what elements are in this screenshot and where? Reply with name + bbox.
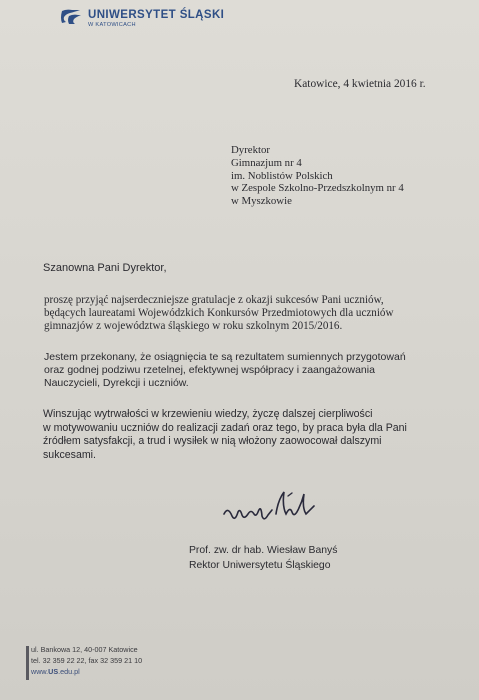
signer-name: Prof. zw. dr hab. Wiesław Banyś: [189, 545, 338, 556]
signer-block: [189, 543, 337, 573]
signer-title: Rektor Uniwersytetu Śląskiego: [189, 560, 331, 571]
paragraph-line: gimnazjów z województwa śląskiego w roku szkolnym 2015/2016.: [44, 319, 343, 332]
addressee-block: [231, 144, 404, 208]
website-prefix: www.: [31, 667, 49, 676]
footer: [31, 644, 142, 677]
addressee-line: w Zespole Szkolno-Przedszkolnym nr 4: [231, 182, 404, 195]
footer-address: ul. Bankowa 12, 40-007 Katowice: [31, 645, 138, 654]
footer-divider: [26, 646, 29, 680]
body-paragraph-3: [43, 408, 407, 462]
salutation: Szanowna Pani Dyrektor,: [43, 262, 167, 274]
addressee-line: w Myszkowie: [231, 195, 292, 208]
letterhead: [60, 9, 224, 29]
letterhead-text: [88, 9, 224, 29]
body-paragraph-1: [44, 294, 393, 332]
website-suffix: .edu.pl: [58, 667, 80, 676]
date-line: Katowice, 4 kwietnia 2016 r.: [294, 78, 426, 90]
university-city: W KATOWICACH: [88, 22, 136, 28]
paragraph-line: oraz godnej podziwu rzetelnej, efektywnej współpracy i zaangażowania: [44, 363, 375, 376]
paragraph-line: Jestem przekonany, że osiągnięcia te są rezultatem sumiennych przygotowań: [44, 351, 406, 363]
addressee-line: Gimnazjum nr 4: [231, 156, 302, 169]
paragraph-line: źródłem satysfakcji, a trud i wysiłek w nią włożony zaowocował dalszymi: [43, 435, 382, 447]
paragraph-line: sukcesami.: [43, 448, 96, 461]
handwritten-signature-icon: [218, 484, 328, 534]
paragraph-line: Nauczycieli, Dyrekcji i uczniów.: [44, 376, 189, 389]
paragraph-line: proszę przyjąć najserdeczniejsze gratulacje z okazji sukcesów Pani uczniów,: [44, 294, 384, 306]
footer-website: [31, 666, 142, 677]
website-bold: US: [48, 667, 59, 676]
university-logo-icon: [60, 9, 82, 25]
addressee-line: Dyrektor: [231, 144, 270, 156]
footer-phone: tel. 32 359 22 22, fax 32 359 21 10: [31, 656, 143, 665]
paragraph-line: będących laureatami Wojewódzkich Konkursów Przedmiotowych dla uczniów: [44, 306, 394, 319]
paragraph-line: Winszując wytrwałości w krzewieniu wiedzy, życzę dalszej cierpliwości: [43, 408, 373, 420]
paragraph-line: w motywowaniu uczniów do realizacji zadań oraz tego, by praca była dla Pani: [43, 421, 407, 434]
addressee-line: im. Noblistów Polskich: [231, 169, 333, 182]
university-name: UNIWERSYTET ŚLĄSKI: [88, 9, 225, 21]
body-paragraph-2: [44, 351, 406, 389]
